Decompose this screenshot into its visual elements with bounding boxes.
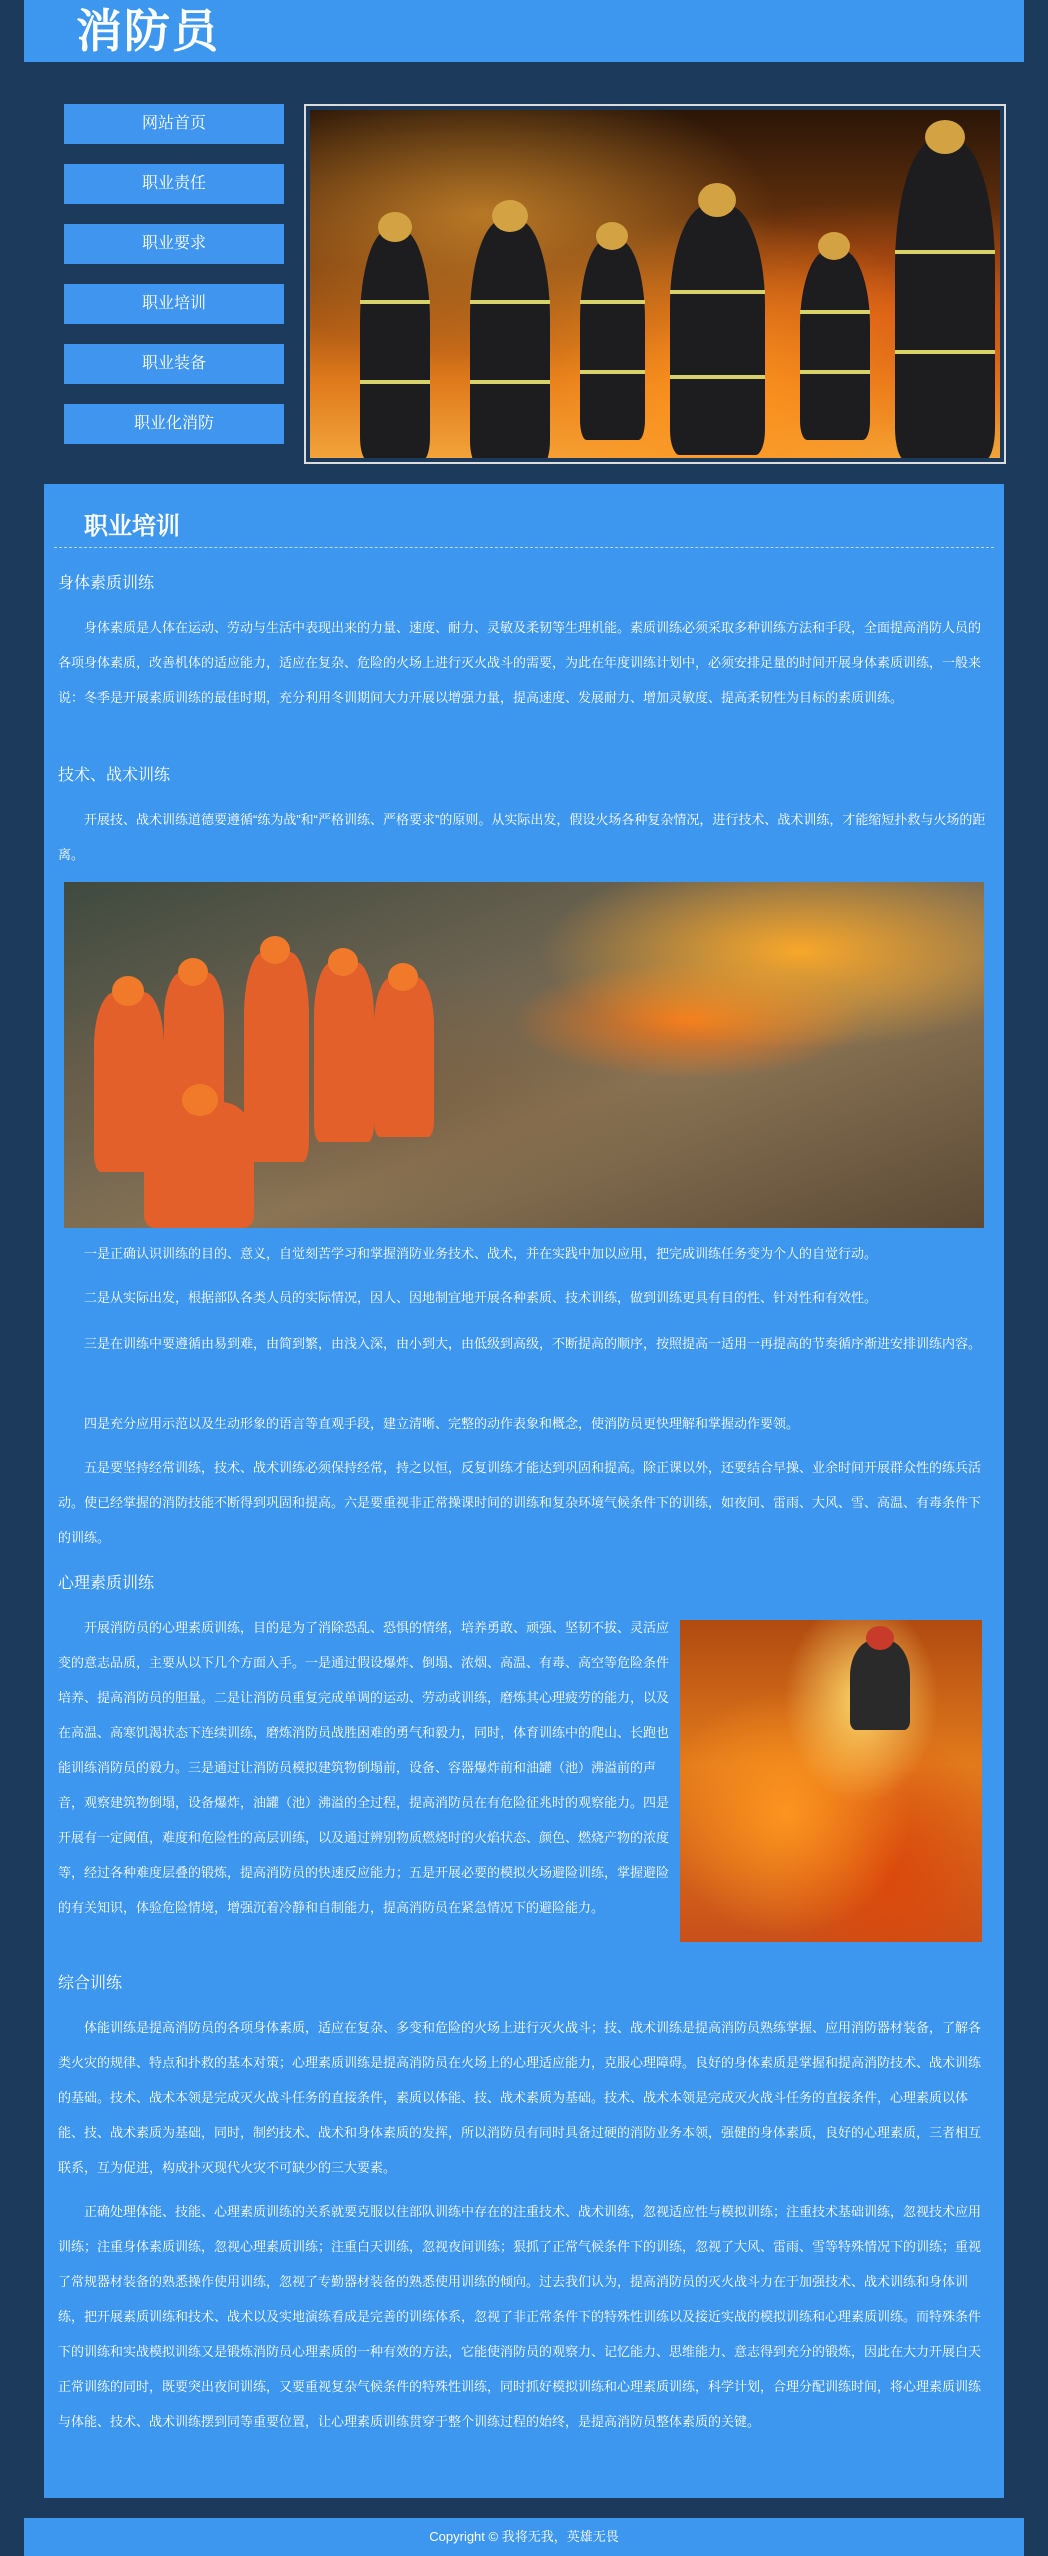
paragraph: 五是要坚持经常训练，技术、战术训练必须保持经常，持之以恒，反复训练才能达到巩固和提高。除正课以外，还要结合早操、业余时间开展群众性的练兵活动。使已经掌握的消防技能不断得到巩固和提高。六是要重视非正常操课时间的训练和复杂环境气候条件下的训练，如夜间、雷雨、大风、雪、高温、有毒条件下的训练。 bbox=[58, 1460, 982, 1545]
nav-item-requirements[interactable]: 职业要求 bbox=[64, 224, 284, 264]
page-title: 职业培训 bbox=[84, 513, 180, 540]
section-heading-psychological: 心理素质训练 bbox=[58, 1575, 155, 1592]
firefighter-figure bbox=[470, 220, 550, 458]
section-heading-physical: 身体素质训练 bbox=[58, 575, 155, 592]
paragraph: 一是正确认识训练的目的、意义，自觉刻苦学习和掌握消防业务技术、战术，并在实践中加以应用，把完成训练任务变为个人的自觉行动。 bbox=[84, 1246, 878, 1261]
section-heading-comprehensive: 综合训练 bbox=[58, 1975, 123, 1992]
paragraph: 二是从实际出发，根据部队各类人员的实际情况，因人、因地制宜地开展各种素质、技术训练，做到训练更具有目的性、针对性和有效性。 bbox=[84, 1290, 878, 1305]
nav-item-professional-firefighting[interactable]: 职业化消防 bbox=[64, 404, 284, 444]
hero-photo-firefighters bbox=[310, 110, 1000, 458]
paragraph: 正确处理体能、技能、心理素质训练的关系就要克服以往部队训练中存在的注重技术、战术训练，忽视适应性与模拟训练；注重技术基础训练，忽视技术应用训练；注重身体素质训练，忽视心理素质训练；注重白天训练，忽视夜间训练；狠抓了正常气候条件下的训练，忽视了大风、雷雨、雪等特殊情况下的训练；重视了常规器材装备的熟悉操作使用训练，忽视了专勤器材装备的熟悉使用训练的倾向。过去我们认为，提高消防员的灭火战斗力在于加强技术、战术训练和身体训练，把开展素质训练和技术、战术以及实地演练看成是完善的训练体系，忽视了非正常条件下的特殊性训练以及接近实战的模拟训练和心理素质训练。而特殊条件下的训练和实战模拟训练又是锻炼消防员心理素质的一种有效的方法，它能使消防员的观察力、记忆能力、思维能力、意志得到充分的锻炼，因此在大力开展白天正常训练的同时，既要突出夜间训练，又要重视复杂气候条件的特殊性训练，同时抓好模拟训练和心理素质训练，科学计划，合理分配训练时间，将心理素质训练与体能、技术、战术训练摆到同等重要位置，让心理素质训练贯穿于整个训练过程的始终，是提高消防员整体素质的关键。 bbox=[58, 2204, 982, 2429]
firefighter-figure bbox=[850, 1640, 910, 1730]
firefighter-figure bbox=[895, 140, 995, 458]
main-nav bbox=[64, 104, 284, 464]
paragraph: 三是在训练中要遵循由易到难，由简到繁，由浅入深，由小到大，由低级到高级，不断提高的顺序，按照提高一适用一再提高的节奏循序渐进安排训练内容。 bbox=[84, 1336, 982, 1351]
fire-drill-photo bbox=[680, 1620, 982, 1942]
paragraph: 开展消防员的心理素质训练，目的是为了消除恐乱、恐惧的情绪，培养勇敢、顽强、坚韧不拔、灵活应变的意志品质，主要从以下几个方面入手。一是通过假设爆炸、倒塌、浓烟、高温、有毒、高空等危险条件培养、提高消防员的胆量。二是让消防员重复完成单调的运动、劳动或训练，磨炼其心理疲劳的能力，以及在高温、高寒饥渴状态下连续训练，磨炼消防员战胜困难的勇气和毅力，同时，体育训练中的爬山、长跑也能训练消防员的毅力。三是通过让消防员模拟建筑物倒塌前，设备、容器爆炸前和油罐（池）沸溢前的声音，观察建筑物倒塌，设备爆炸，油罐（池）沸溢的全过程，提高消防员在有危险征兆时的观察能力。四是开展有一定阈值，难度和危险性的高层训练，以及通过辨别物质燃烧时的火焰状态、颜色、燃烧产物的浓度等，经过各种难度层叠的锻炼，提高消防员的快速反应能力；五是开展必要的模拟火场避险训练，掌握避险的有关知识，体验危险情境，增强沉着冷静和自制能力，提高消防员在紧急情况下的避险能力。 bbox=[58, 1620, 670, 1915]
firefighter-figure bbox=[244, 952, 309, 1162]
site-footer bbox=[24, 2518, 1024, 2556]
nav-item-equipment[interactable]: 职业装备 bbox=[64, 344, 284, 384]
copyright-text: Copyright © 我将无我，英雄无畏 bbox=[429, 2529, 619, 2544]
title-divider bbox=[54, 547, 994, 548]
firefighter-figure bbox=[374, 977, 434, 1137]
paragraph: 身体素质是人体在运动、劳动与生活中表现出来的力量、速度、耐力、灵敏及柔韧等生理机能。素质训练必须采取多种训练方法和手段，全面提高消防人员的各项身体素质，改善机体的适应能力，适应在复杂、危险的火场上进行灭火战斗的需要，为此在年度训练计划中，必须安排足量的时间开展身体素质训练，一般来说：冬季是开展素质训练的最佳时期，充分利用冬训期间大力开展以增强力量，提高速度、发展耐力、增加灵敏度、提高柔韧性为目标的素质训练。 bbox=[58, 620, 982, 705]
site-header bbox=[24, 0, 1024, 62]
hero-image bbox=[304, 104, 1006, 464]
wildfire-training-photo bbox=[64, 882, 984, 1228]
firefighter-figure bbox=[800, 250, 870, 440]
nav-item-home[interactable]: 网站首页 bbox=[64, 104, 284, 144]
paragraph: 四是充分应用示范以及生动形象的语言等直观手段，建立清晰、完整的动作表象和概念，使消防员更快理解和掌握动作要领。 bbox=[84, 1416, 800, 1431]
firefighter-figure bbox=[580, 240, 645, 440]
firefighter-figure bbox=[670, 205, 765, 455]
firefighter-figure bbox=[314, 962, 374, 1142]
section-heading-tactics: 技术、战术训练 bbox=[58, 767, 171, 784]
page bbox=[24, 0, 1024, 2556]
site-title: 消防员 bbox=[76, 4, 220, 58]
firefighter-figure bbox=[360, 230, 430, 458]
main-content bbox=[44, 484, 1004, 2498]
nav-item-training[interactable]: 职业培训 bbox=[64, 284, 284, 324]
nav-item-responsibility[interactable]: 职业责任 bbox=[64, 164, 284, 204]
firefighter-figure bbox=[144, 1102, 254, 1228]
paragraph: 开展技、战术训练道德要遵循“练为战”和“严格训练、严格要求”的原则。从实际出发，假设火场各种复杂情况，进行技术、战术训练，才能缩短扑救与火场的距离。 bbox=[58, 812, 986, 862]
paragraph: 体能训练是提高消防员的各项身体素质，适应在复杂、多变和危险的火场上进行灭火战斗；技、战术训练是提高消防员熟练掌握、应用消防器材装备，了解各类火灾的规律、特点和扑救的基本对策；心理素质训练是提高消防员在火场上的心理适应能力，克服心理障碍。良好的身体素质是掌握和提高消防技术、战术训练的基础。技术、战术本领是完成灭火战斗任务的直接条件，素质以体能、技、战术素质为基础。技术、战术本领是完成灭火战斗任务的直接条件，心理素质以体能、技、战术素质为基础，同时，制约技术、战术和身体素质的发挥，所以消防员有同时具备过硬的消防业务本领，强健的身体素质，良好的心理素质，三者相互联系，互为促进，构成扑灭现代火灾不可缺少的三大要素。 bbox=[58, 2020, 982, 2175]
